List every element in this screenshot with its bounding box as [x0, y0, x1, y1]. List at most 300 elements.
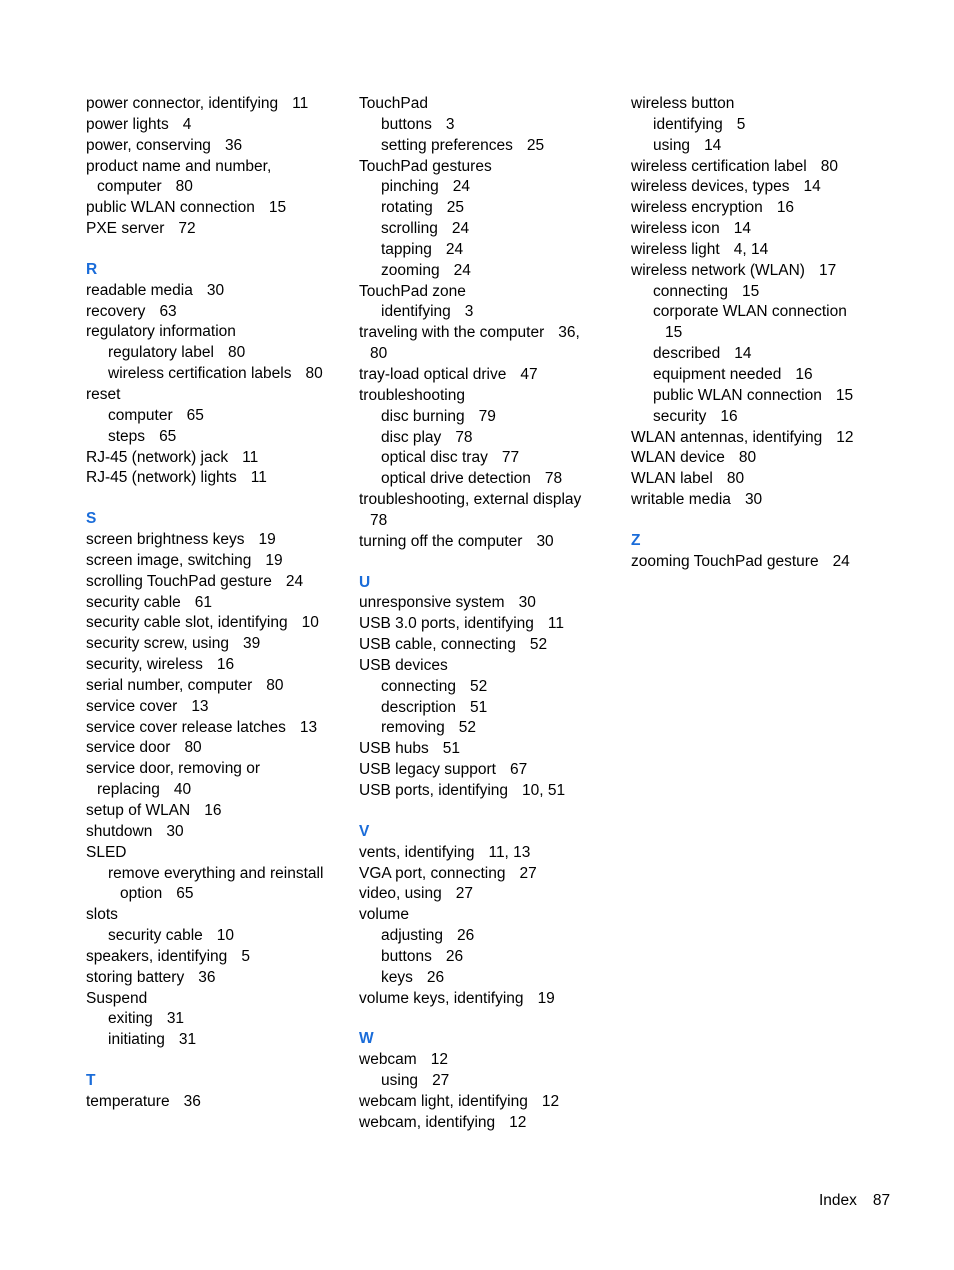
entry-text: webcam light, identifying	[359, 1092, 528, 1110]
index-subentry	[631, 344, 893, 365]
index-entry	[86, 822, 348, 843]
entry-page-ref[interactable]: 10	[216, 927, 235, 945]
index-subentry	[86, 406, 348, 427]
entry-text: connecting	[653, 282, 728, 300]
entry-page-ref[interactable]: 4, 14	[733, 240, 769, 258]
entry-page-ref[interactable]: 80	[227, 344, 246, 362]
entry-text: description	[381, 698, 456, 716]
index-subentry	[359, 1071, 621, 1092]
entry-text: USB 3.0 ports, identifying	[359, 615, 534, 633]
entry-text: option	[120, 885, 163, 903]
index-entry	[86, 759, 348, 780]
entry-text: USB hubs	[359, 740, 429, 758]
entry-page-ref[interactable]: 19	[265, 551, 283, 569]
entry-text: troubleshooting	[359, 386, 465, 404]
index-entry	[86, 322, 348, 343]
entry-text: storing battery	[86, 968, 185, 986]
entry-page-ref[interactable]: 30	[166, 822, 184, 840]
entry-page-ref[interactable]: 11	[242, 448, 259, 466]
index-entry	[631, 177, 893, 198]
entry-text: setup of WLAN	[86, 802, 191, 819]
entry-text: identifying	[381, 303, 451, 321]
index-letter-heading: S	[86, 510, 97, 528]
entry-text: optical drive detection	[381, 470, 531, 488]
index-entry	[86, 572, 348, 593]
index-entry	[86, 385, 348, 406]
entry-text: security cable	[108, 927, 203, 945]
entry-page-ref[interactable]: 61	[194, 593, 213, 611]
entry-text: shutdown	[86, 822, 153, 840]
entry-text: security cable	[86, 593, 181, 611]
index-entry	[359, 1050, 621, 1071]
section-spacer	[359, 1009, 621, 1029]
index-entry	[631, 198, 893, 219]
entry-text: tray-load optical drive	[359, 365, 507, 383]
index-subentry	[631, 386, 893, 407]
index-subentry	[359, 448, 621, 469]
index-entry	[359, 532, 621, 553]
entry-text: service cover	[86, 697, 178, 715]
index-entry	[86, 613, 348, 634]
index-subentry	[359, 407, 621, 428]
entry-text: computer	[97, 178, 162, 196]
index-entry	[359, 884, 621, 905]
index-subentry	[359, 469, 621, 490]
entry-page-ref[interactable]: 27	[519, 864, 537, 882]
entry-text: troubleshooting, external display	[359, 491, 582, 509]
entry-text: USB devices	[359, 656, 448, 674]
index-entry	[86, 718, 348, 739]
entry-page-ref[interactable]: 24	[452, 178, 470, 196]
entry-text: traveling with the computer	[359, 324, 545, 342]
index-subentry	[359, 947, 621, 968]
entry-page-ref[interactable]: 14	[733, 220, 751, 238]
index-subentry	[86, 427, 348, 448]
entry-page-ref[interactable]: 80	[820, 157, 838, 175]
entry-page-ref[interactable]: 11	[547, 615, 564, 633]
entry-text: volume	[359, 906, 409, 924]
index-entry	[359, 386, 621, 407]
index-entry	[359, 864, 621, 885]
entry-text: wireless network (WLAN)	[631, 261, 805, 279]
entry-page-ref[interactable]: 30	[744, 491, 763, 509]
entry-page-ref[interactable]: 19	[537, 989, 555, 1007]
index-entry	[86, 655, 348, 676]
entry-text: USB cable, connecting	[359, 636, 516, 654]
entry-text: reset	[86, 385, 121, 403]
entry-page-ref[interactable]: 52	[529, 636, 548, 654]
entry-page-ref[interactable]: 80	[726, 470, 745, 488]
index-entry	[359, 490, 621, 511]
index-subentry	[359, 677, 621, 698]
index-entry	[86, 115, 348, 136]
entry-text: keys	[381, 968, 413, 986]
entry-text: removing	[381, 719, 445, 737]
entry-page-ref[interactable]: 72	[178, 220, 196, 238]
entry-page-ref[interactable]: 15	[741, 282, 760, 300]
entry-text: PXE server	[86, 220, 165, 238]
index-entry	[631, 323, 893, 344]
entry-text: readable media	[86, 281, 193, 299]
entry-text: setting preferences	[381, 136, 513, 154]
entry-text: TouchPad zone	[359, 282, 466, 300]
index-entry	[86, 738, 348, 759]
index-entry	[359, 157, 621, 178]
entry-text: wireless encryption	[631, 199, 763, 217]
entry-text: TouchPad	[359, 95, 428, 112]
entry-page-ref[interactable]: 30	[206, 281, 225, 299]
entry-text: RJ-45 (network) jack	[86, 448, 229, 466]
entry-page-ref[interactable]: 36	[198, 968, 216, 986]
index-entry	[86, 801, 348, 822]
index-entry	[86, 468, 348, 489]
index-entry	[86, 157, 348, 178]
entry-page-ref[interactable]: 16	[216, 656, 235, 674]
entry-page-ref[interactable]: 80	[175, 178, 193, 196]
entry-page-ref[interactable]: 11	[292, 95, 309, 112]
entry-text: speakers, identifying	[86, 947, 228, 965]
entry-text: wireless certification labels	[108, 365, 292, 383]
entry-text: screen brightness keys	[86, 531, 245, 549]
entry-page-ref[interactable]: 52	[469, 677, 488, 695]
index-subentry	[359, 198, 621, 219]
entry-page-ref[interactable]: 3	[445, 115, 455, 133]
entry-page-ref[interactable]: 36,	[558, 324, 580, 342]
index-entry	[359, 843, 621, 864]
entry-page-ref[interactable]: 39	[243, 635, 261, 653]
entry-page-ref[interactable]: 24	[451, 220, 470, 238]
entry-page-ref[interactable]: 12	[836, 428, 854, 446]
entry-text: 15	[665, 324, 683, 342]
index-entry	[86, 780, 348, 801]
entry-page-ref[interactable]: 10	[301, 614, 319, 632]
entry-text: wireless certification label	[631, 157, 807, 175]
entry-text: recovery	[86, 302, 146, 320]
index-entry	[86, 905, 348, 926]
entry-text: VGA port, connecting	[359, 864, 506, 882]
index-entry	[631, 261, 893, 282]
entry-page-ref[interactable]: 26	[457, 927, 475, 945]
index-entry	[86, 843, 348, 864]
entry-text: slots	[86, 906, 118, 924]
index-entry	[86, 219, 348, 240]
entry-page-ref[interactable]: 78	[544, 470, 563, 488]
entry-text: power lights	[86, 115, 169, 133]
entry-text: public WLAN connection	[86, 199, 255, 217]
entry-text: buttons	[381, 115, 432, 133]
entry-text: SLED	[86, 843, 127, 861]
index-subentry	[359, 177, 621, 198]
index-entry	[359, 94, 621, 115]
index-entry	[359, 1113, 621, 1134]
entry-text: using	[653, 136, 691, 154]
index-entry	[86, 448, 348, 469]
entry-page-ref[interactable]: 40	[173, 781, 192, 799]
entry-page-ref[interactable]: 24	[453, 261, 471, 279]
index-subentry	[359, 428, 621, 449]
entry-page-ref[interactable]: 5	[736, 115, 746, 133]
entry-text: zooming	[381, 261, 440, 279]
entry-page-ref[interactable]: 16	[720, 407, 738, 425]
entry-text: WLAN label	[631, 470, 713, 488]
entry-text: volume keys, identifying	[359, 989, 524, 1007]
entry-page-ref[interactable]: 16	[204, 802, 222, 819]
index-subentry	[86, 1009, 348, 1030]
index-entry	[359, 635, 621, 656]
entry-text: 78	[370, 511, 388, 529]
entry-text: regulatory label	[108, 344, 214, 362]
index-entry	[86, 136, 348, 157]
index-entry	[86, 177, 348, 198]
entry-text: service door	[86, 739, 171, 757]
index-entry	[631, 240, 893, 261]
entry-text: scrolling	[381, 220, 438, 238]
entry-page-ref[interactable]: 31	[166, 1010, 185, 1028]
entry-text: vents, identifying	[359, 843, 475, 861]
entry-page-ref[interactable]: 24	[285, 572, 304, 590]
footer-label: Index	[819, 1192, 857, 1209]
entry-page-ref[interactable]: 79	[478, 407, 496, 425]
index-letter-heading: T	[86, 1072, 96, 1090]
entry-page-ref[interactable]: 5	[241, 947, 250, 965]
index-subentry	[631, 365, 893, 386]
index-entry	[359, 323, 621, 344]
entry-page-ref[interactable]: 52	[458, 719, 476, 737]
entry-page-ref[interactable]: 12	[541, 1092, 560, 1110]
entry-page-ref[interactable]: 65	[176, 885, 194, 903]
entry-page-ref[interactable]: 36	[183, 1092, 201, 1110]
entry-page-ref[interactable]: 80	[305, 365, 323, 383]
index-subentry	[359, 115, 621, 136]
index-entry	[359, 989, 621, 1010]
entry-text: security	[653, 407, 707, 425]
index-entry	[631, 219, 893, 240]
entry-text: wireless button	[631, 95, 735, 112]
entry-page-ref[interactable]: 14	[734, 345, 752, 363]
entry-page-ref[interactable]: 67	[510, 761, 528, 779]
entry-page-ref[interactable]: 17	[818, 261, 837, 279]
index-entry	[86, 676, 348, 697]
entry-text: WLAN antennas, identifying	[631, 428, 823, 446]
index-entry	[86, 989, 348, 1010]
entry-text: RJ-45 (network) lights	[86, 469, 237, 487]
index-subentry	[359, 968, 621, 989]
index-subentry	[359, 926, 621, 947]
section-spacer	[359, 802, 621, 822]
index-subentry	[631, 407, 893, 428]
index-entry	[359, 739, 621, 760]
index-entry	[631, 448, 893, 469]
index-entry	[359, 1092, 621, 1113]
index-entry	[86, 634, 348, 655]
entry-page-ref[interactable]: 12	[509, 1113, 527, 1131]
entry-page-ref[interactable]: 24	[832, 552, 850, 570]
entry-page-ref[interactable]: 13	[299, 718, 318, 736]
entry-page-ref[interactable]: 63	[159, 302, 177, 320]
entry-page-ref[interactable]: 12	[430, 1051, 448, 1069]
entry-page-ref[interactable]: 27	[455, 885, 473, 903]
index-letter-heading: R	[86, 260, 98, 278]
index-entry	[86, 947, 348, 968]
entry-text: optical disc tray	[381, 449, 488, 467]
entry-page-ref[interactable]: 36	[224, 136, 243, 154]
entry-page-ref[interactable]: 11, 13	[488, 843, 531, 861]
entry-text: initiating	[108, 1031, 165, 1049]
index-subentry	[359, 718, 621, 739]
entry-text: described	[653, 345, 721, 363]
entry-page-ref[interactable]: 15	[268, 199, 287, 217]
entry-page-ref[interactable]: 16	[776, 199, 795, 217]
entry-text: unresponsive system	[359, 594, 505, 612]
entry-page-ref[interactable]: 25	[446, 199, 464, 217]
entry-text: security screw, using	[86, 635, 229, 653]
entry-page-ref[interactable]: 10, 51	[522, 782, 566, 799]
entry-page-ref[interactable]: 4	[182, 115, 192, 133]
entry-text: tapping	[381, 240, 432, 258]
entry-text: disc burning	[381, 407, 465, 425]
entry-text: adjusting	[381, 927, 444, 945]
entry-page-ref[interactable]: 19	[258, 531, 276, 549]
index-entry	[86, 593, 348, 614]
section-spacer	[86, 240, 348, 260]
entry-text: steps	[108, 427, 146, 445]
entry-text: product name and number,	[86, 157, 272, 175]
index-letter-heading: V	[359, 822, 370, 840]
entry-text: remove everything and reinstall	[108, 864, 324, 882]
index-entry	[359, 344, 621, 365]
index-entry	[86, 94, 348, 115]
index-entry	[359, 365, 621, 386]
index-entry	[86, 1092, 348, 1113]
entry-text: wireless icon	[631, 220, 720, 238]
entry-page-ref[interactable]: 31	[178, 1031, 197, 1049]
entry-text: disc play	[381, 428, 442, 446]
index-letter-heading: W	[359, 1030, 374, 1048]
section-spacer	[631, 511, 893, 531]
index-entry	[86, 530, 348, 551]
index-entry	[86, 551, 348, 572]
entry-page-ref[interactable]: 26	[445, 947, 464, 965]
entry-page-ref[interactable]: 30	[536, 532, 554, 550]
entry-page-ref[interactable]: 77	[501, 449, 520, 467]
entry-page-ref[interactable]: 26	[426, 968, 445, 986]
entry-text: serial number, computer	[86, 676, 253, 694]
index-entry	[359, 760, 621, 781]
index-entry	[631, 469, 893, 490]
entry-text: writable media	[631, 491, 731, 509]
entry-page-ref[interactable]: 80	[184, 739, 202, 757]
entry-text: 80	[370, 345, 388, 363]
entry-text: USB ports, identifying	[359, 782, 509, 799]
index-subentry	[86, 343, 348, 364]
entry-text: scrolling TouchPad gesture	[86, 572, 272, 590]
section-spacer	[359, 553, 621, 573]
index-entry	[86, 968, 348, 989]
index-subentry	[359, 219, 621, 240]
entry-page-ref[interactable]: 65	[186, 406, 204, 424]
entry-page-ref[interactable]: 65	[159, 427, 177, 445]
entry-text: webcam	[359, 1051, 417, 1069]
entry-page-ref[interactable]: 80	[738, 449, 757, 467]
entry-text: exiting	[108, 1010, 153, 1028]
index-subentry	[86, 926, 348, 947]
entry-text: using	[381, 1072, 419, 1090]
entry-page-ref[interactable]: 80	[266, 676, 284, 694]
index-entry	[631, 490, 893, 511]
index-entry	[631, 552, 893, 573]
index-entry	[359, 905, 621, 926]
entry-text: public WLAN connection	[653, 386, 822, 404]
section-spacer	[86, 1051, 348, 1071]
entry-page-ref[interactable]: 51	[469, 698, 488, 716]
index-entry	[631, 94, 893, 115]
index-subentry	[359, 698, 621, 719]
entry-text: wireless light	[631, 240, 720, 258]
entry-text: corporate WLAN connection	[653, 303, 847, 321]
index-subentry	[631, 282, 893, 303]
entry-page-ref[interactable]: 78	[455, 428, 473, 446]
entry-page-ref[interactable]: 3	[464, 303, 474, 321]
page-number: 87	[872, 1192, 891, 1209]
index-letter-heading: U	[359, 573, 371, 591]
entry-page-ref[interactable]: 11	[250, 469, 267, 487]
entry-text: identifying	[653, 115, 723, 133]
index-entry	[86, 198, 348, 219]
index-subentry	[86, 364, 348, 385]
entry-text: webcam, identifying	[359, 1113, 496, 1131]
entry-page-ref[interactable]: 47	[520, 365, 538, 383]
entry-page-ref[interactable]: 16	[795, 365, 813, 383]
entry-text: service cover release latches	[86, 718, 286, 736]
index-entry	[359, 656, 621, 677]
entry-text: zooming TouchPad gesture	[631, 552, 819, 570]
entry-text: screen image, switching	[86, 551, 252, 569]
entry-text: wireless devices, types	[631, 178, 790, 196]
index-column-3	[631, 94, 893, 573]
entry-text: replacing	[97, 781, 160, 799]
index-entry	[86, 884, 348, 905]
entry-page-ref[interactable]: 30	[518, 594, 536, 612]
entry-text: regulatory information	[86, 323, 236, 341]
entry-text: power, conserving	[86, 136, 211, 154]
index-entry	[86, 302, 348, 323]
index-entry	[359, 593, 621, 614]
entry-text: USB legacy support	[359, 761, 496, 779]
page-footer	[819, 1191, 890, 1211]
index-subentry	[359, 261, 621, 282]
entry-page-ref[interactable]: 24	[445, 240, 464, 258]
entry-page-ref[interactable]: 13	[191, 697, 209, 715]
entry-text: security, wireless	[86, 656, 203, 674]
entry-page-ref[interactable]: 51	[442, 740, 461, 758]
entry-text: temperature	[86, 1092, 170, 1110]
index-entry	[86, 697, 348, 718]
entry-text: video, using	[359, 885, 442, 903]
index-subentry	[631, 136, 893, 157]
entry-page-ref[interactable]: 15	[835, 386, 854, 404]
index-entry	[631, 428, 893, 449]
entry-page-ref[interactable]: 14	[803, 178, 821, 196]
section-spacer	[86, 489, 348, 509]
entry-page-ref[interactable]: 27	[432, 1072, 450, 1090]
entry-page-ref[interactable]: 25	[526, 136, 545, 154]
entry-text: buttons	[381, 947, 432, 965]
index-subentry	[86, 1030, 348, 1051]
index-entry	[631, 157, 893, 178]
index-entry	[359, 781, 621, 802]
entry-page-ref[interactable]: 14	[704, 136, 722, 154]
index-subentry	[359, 136, 621, 157]
